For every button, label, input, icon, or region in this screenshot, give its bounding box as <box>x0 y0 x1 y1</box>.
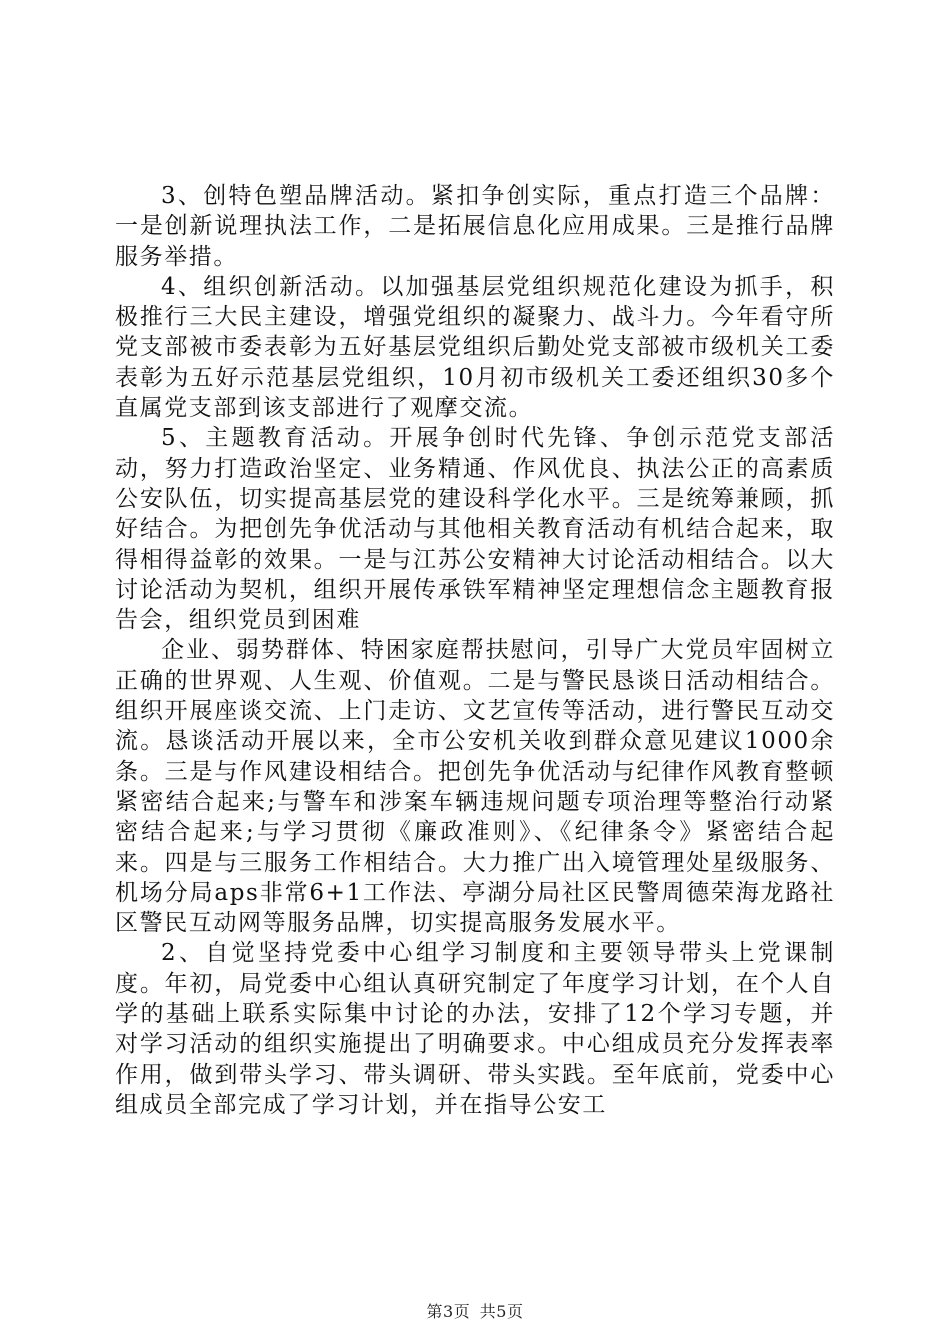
document-body <box>115 181 835 1120</box>
page-number: 第3页 <box>426 1302 471 1321</box>
paragraph-theme-education: 5、主题教育活动。开展争创时代先锋、争创示范党支部活动，努力打造政治坚定、业务精通、作风优良、执法公正的高素质公安队伍，切实提高基层党的建设科学化水平。三是统筹兼顾，抓好结合。为把创先争优活动与其他相关教育活动有机结合起来，取得相得益彰的效果。一是与江苏公安精神大讨论活动相结合。以大讨论活动为契机，组织开展传承铁军精神坚定理想信念主题教育报告会，组织党员到困难 <box>115 425 835 634</box>
paragraph-brand-activity: 3、创特色塑品牌活动。紧扣争创实际，重点打造三个品牌：一是创新说理执法工作，二是拓展信息化应用成果。三是推行品牌服务举措。 <box>115 183 835 270</box>
paragraph-study-system: 2、自觉坚持党委中心组学习制度和主要领导带头上党课制度。年初，局党委中心组认真研究制定了年度学习计划，在个人自学的基础上联系实际集中讨论的办法，安排了12个学习专题，并对学习活动的组织实施提出了明确要求。中心组成员充分发挥表率作用，做到带头学习、带头调研、带头实践。至年底前，党委中心组成员全部完成了学习计划，并在指导公安工 <box>115 940 835 1118</box>
page-footer <box>0 1302 950 1322</box>
paragraph-innovation-activity: 4、组织创新活动。以加强基层党组织规范化建设为抓手，积极推行三大民主建设，增强党组织的凝聚力、战斗力。今年看守所党支部被市委表彰为五好基层党组织后勤处党支部被市级机关工委表彰为五好示范基层党组织，10月初市级机关工委还组织30多个直属党支部到该支部进行了观摩交流。 <box>115 273 835 422</box>
page-total: 共5页 <box>479 1302 524 1321</box>
paragraph-combination-work: 企业、弱势群体、特困家庭帮扶慰问，引导广大党员牢固树立正确的世界观、人生观、价值观。二是与警民恳谈日活动相结合。组织开展座谈交流、上门走访、文艺宣传等活动，进行警民互动交流。恳谈活动开展以来，全市公安机关收到群众意见建议1000余条。三是与作风建设相结合。把创先争优活动与纪律作风教育整顿紧密结合起来;与警车和涉案车辆违规问题专项治理等整治行动紧密结合起来;与学习贯彻《廉政准则》、《纪律条令》紧密结合起来。四是与三服务工作相结合。大力推广出入境管理处星级服务、机场分局aps非常6+1工作法、亭湖分局社区民警周德荣海龙路社区警民互动网等服务品牌，切实提高服务发展水平。 <box>115 637 835 937</box>
